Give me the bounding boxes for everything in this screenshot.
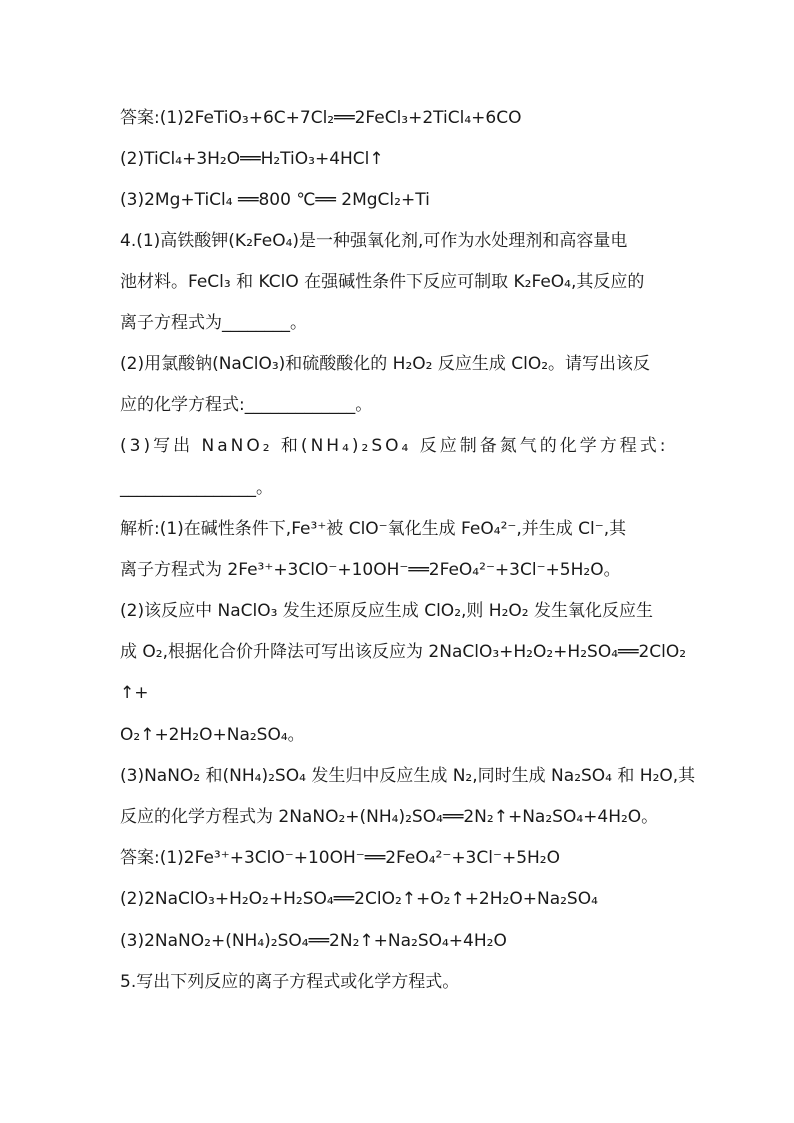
analysis-line-5: ↑+ [120,683,149,703]
answer-4-part-2: (2)2NaClO₃+H₂O₂+H₂SO₄══2ClO₂↑+O₂↑+2H₂O+Na₂SO₄ [120,889,598,909]
question-4-part-2-line-1: (2)用氯酸钠(NaClO₃)和硫酸酸化的 H₂O₂ 反应生成 ClO₂。请写出该反 [120,354,651,374]
analysis-line-6: O₂↑+2H₂O+Na₂SO₄。 [120,725,305,745]
question-4-line-2: 池材料。FeCl₃ 和 KClO 在强碱性条件下反应可制取 K₂FeO₄,其反应的 [120,272,645,292]
question-5-title: 5.写出下列反应的离子方程式或化学方程式。 [120,972,460,992]
answer-4-part-1: 答案:(1)2Fe³⁺+3ClO⁻+10OH⁻══2FeO₄²⁻+3Cl⁻+5H₂O [120,848,560,868]
analysis-line-7: (3)NaNO₂ 和(NH₄)₂SO₄ 发生归中反应生成 N₂,同时生成 Na₂SO₄ 和 H₂O,其 [120,766,696,786]
analysis-line-8: 反应的化学方程式为 2NaNO₂+(NH₄)₂SO₄══2N₂↑+Na₂SO₄+4H₂O。 [120,807,659,827]
answer-3-part-2: (2)TiCl₄+3H₂O══H₂TiO₃+4HCl↑ [120,149,384,169]
question-4-part-3-line-2: ________________。 [120,478,273,498]
answer-3-part-1: 答案:(1)2FeTiO₃+6C+7Cl₂══2FeCl₃+2TiCl₄+6CO [120,108,522,128]
analysis-line-3: (2)该反应中 NaClO₃ 发生还原反应生成 ClO₂,则 H₂O₂ 发生氧化反应生 [120,601,654,621]
question-4-line-1: 4.(1)高铁酸钾(K₂FeO₄)是一种强氧化剂,可作为水处理剂和高容量电 [120,231,628,251]
answer-4-part-3: (3)2NaNO₂+(NH₄)₂SO₄══2N₂↑+Na₂SO₄+4H₂O [120,931,507,951]
question-4-part-2-line-2: 应的化学方程式:_____________。 [120,395,373,415]
analysis-line-4: 成 O₂,根据化合价升降法可写出该反应为 2NaClO₃+H₂O₂+H₂SO₄══2ClO₂ [120,642,687,662]
answer-3-part-3: (3)2Mg+TiCl₄ ══800 ℃══ 2MgCl₂+Ti [120,190,430,210]
analysis-line-1: 解析:(1)在碱性条件下,Fe³⁺被 ClO⁻氧化生成 FeO₄²⁻,并生成 Cl⁻,其 [120,519,627,539]
question-4-part-3-line-1: (3)写出 NaNO₂ 和(NH₄)₂SO₄ 反应制备氮气的化学方程式: [120,436,669,456]
analysis-line-2: 离子方程式为 2Fe³⁺+3ClO⁻+10OH⁻══2FeO₄²⁻+3Cl⁻+5H₂O。 [120,560,621,580]
question-4-line-3: 离子方程式为________。 [120,313,307,333]
